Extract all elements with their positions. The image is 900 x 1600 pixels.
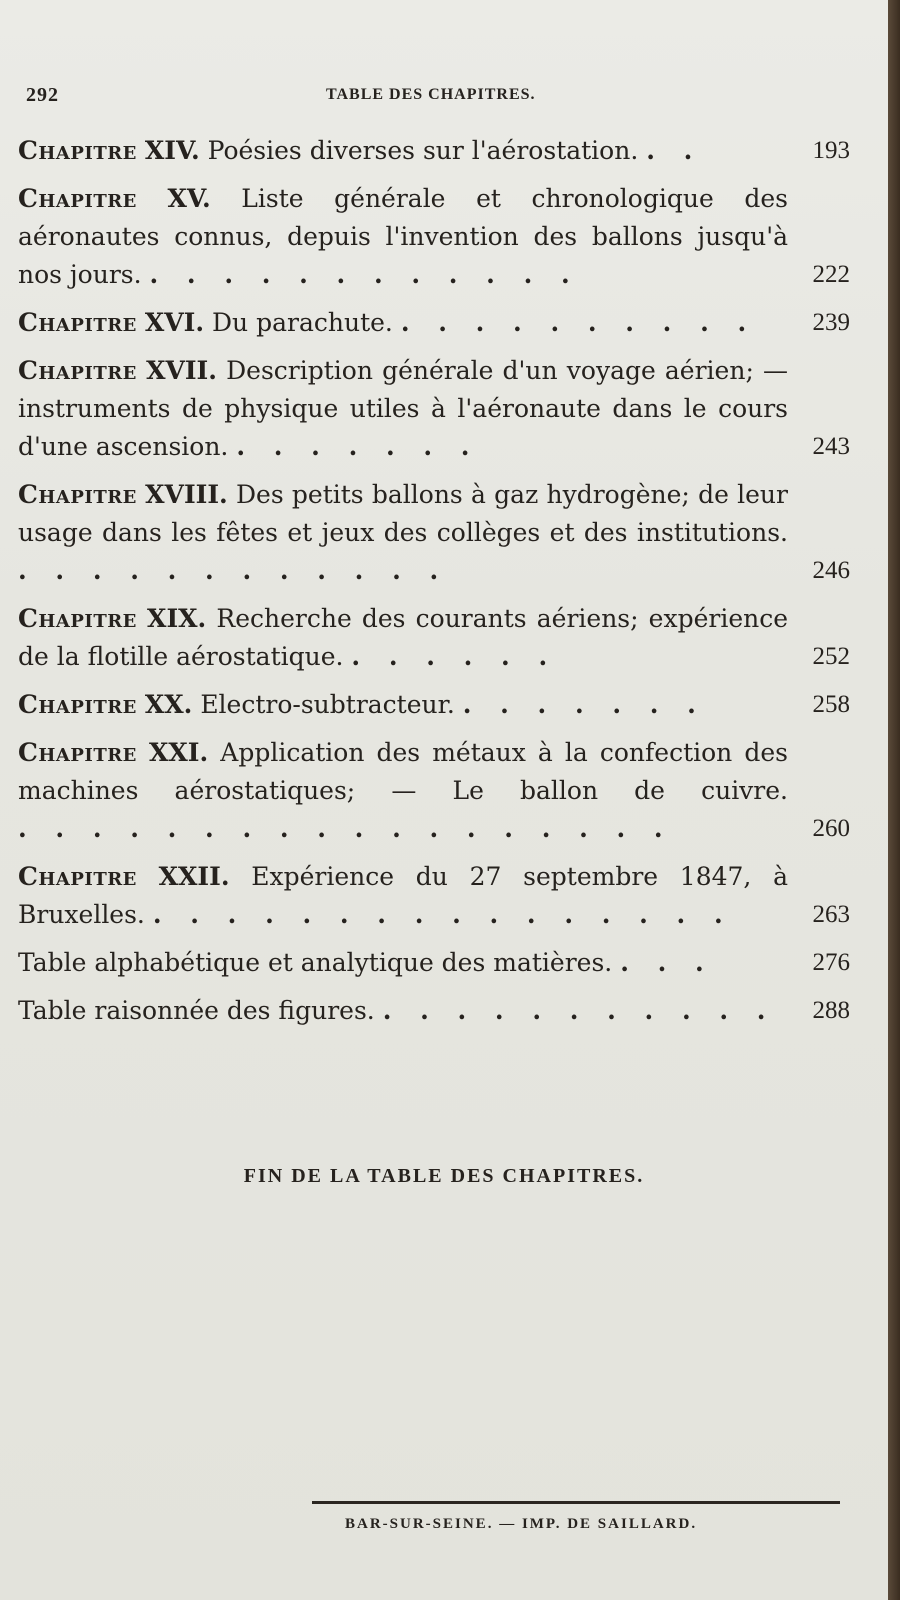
toc-entry-body bbox=[18, 686, 788, 724]
entry-title: Table raisonnée des figures. bbox=[18, 996, 375, 1025]
dot-leader: . . . . . . . . . . . . bbox=[149, 260, 580, 289]
toc-entry bbox=[18, 352, 850, 466]
entry-page-number: 258 bbox=[812, 691, 850, 718]
page-number: 292 bbox=[26, 84, 59, 106]
entry-label: Chapitre bbox=[18, 356, 137, 385]
toc-entry-body bbox=[18, 352, 788, 466]
toc-entry-body bbox=[18, 858, 788, 934]
dot-leader: . . . . . . . bbox=[236, 432, 480, 461]
printer-imprint: BAR-SUR-SEINE. — IMP. DE SAILLARD. bbox=[345, 1516, 698, 1532]
entry-page-number: 246 bbox=[812, 557, 850, 584]
dot-leader: . . . bbox=[620, 948, 714, 977]
closing-line: FIN DE LA TABLE DES CHAPITRES. bbox=[243, 1165, 645, 1187]
entry-page-number: 243 bbox=[812, 433, 850, 460]
toc-entry bbox=[18, 944, 850, 982]
toc-entry bbox=[18, 858, 850, 934]
entry-label: Chapitre bbox=[18, 136, 137, 165]
entry-number: XIX. bbox=[147, 604, 207, 633]
dot-leader: . . . . . . . bbox=[462, 690, 706, 719]
toc-entry bbox=[18, 686, 850, 724]
toc-entry-body bbox=[18, 734, 788, 848]
entry-title: Poésies diverses sur l'aérostation. bbox=[207, 136, 639, 165]
entry-page-number: 276 bbox=[812, 949, 850, 976]
entry-number: XVII. bbox=[146, 356, 217, 385]
dot-leader: . . . . . . . . . . . . bbox=[18, 556, 449, 585]
entry-number: XIV. bbox=[144, 136, 200, 165]
toc-entry bbox=[18, 600, 850, 676]
entry-label: Chapitre bbox=[18, 308, 137, 337]
toc-entry bbox=[18, 476, 850, 590]
imprint-rule bbox=[312, 1501, 840, 1504]
toc-entry-body bbox=[18, 132, 788, 170]
entry-number: XVI. bbox=[144, 308, 205, 337]
toc-entry bbox=[18, 180, 850, 294]
entry-label: Chapitre bbox=[18, 690, 137, 719]
entry-title: Application des métaux à la confection des machines aérostatiques; — Le ballon de cuivre. bbox=[18, 738, 788, 805]
entry-title: Liste générale et chronologique des aéronautes connus, depuis l'invention des ballons jusqu'à nos jours. bbox=[18, 184, 788, 289]
dot-leader: . . . . . . . . . . . bbox=[382, 996, 776, 1025]
toc-entry-body bbox=[18, 476, 788, 590]
toc-entry bbox=[18, 132, 850, 170]
entry-title: Expérience du 27 septembre 1847, à Bruxelles. bbox=[18, 862, 788, 929]
entry-title: Table alphabétique et analytique des matières. bbox=[18, 948, 613, 977]
toc-entry bbox=[18, 304, 850, 342]
entry-label: Chapitre bbox=[18, 738, 137, 767]
entry-label: Chapitre bbox=[18, 604, 137, 633]
toc-entry-body bbox=[18, 304, 788, 342]
entry-number: XV. bbox=[167, 184, 211, 213]
entry-page-number: 239 bbox=[812, 309, 850, 336]
toc-entry-body bbox=[18, 180, 788, 294]
toc-entry-body bbox=[18, 992, 788, 1030]
entry-title: Description générale d'un voyage aérien; — instruments de physique utiles à l'aéronaute dans le cours d'une ascension. bbox=[18, 356, 789, 461]
entry-page-number: 263 bbox=[812, 901, 850, 928]
toc-entry-body bbox=[18, 944, 788, 982]
entry-label: Chapitre bbox=[18, 184, 137, 213]
running-title: TABLE DES CHAPITRES. bbox=[326, 86, 536, 103]
entry-label: Chapitre bbox=[18, 480, 137, 509]
entry-number: XXI. bbox=[148, 738, 209, 767]
toc-entry bbox=[18, 992, 850, 1030]
entry-page-number: 260 bbox=[812, 815, 850, 842]
entry-title: Electro-subtracteur. bbox=[200, 690, 455, 719]
entry-page-number: 193 bbox=[812, 137, 850, 164]
entry-number: XVIII. bbox=[145, 480, 228, 509]
table-of-contents bbox=[18, 132, 850, 1040]
entry-number: XXII. bbox=[158, 862, 230, 891]
toc-entry bbox=[18, 734, 850, 848]
dot-leader: . . bbox=[646, 136, 703, 165]
entry-page-number: 288 bbox=[812, 997, 850, 1024]
dot-leader: . . . . . . . . . . bbox=[400, 308, 757, 337]
dot-leader: . . . . . . . . . . . . . . . . . . bbox=[18, 814, 673, 843]
entry-title: Du parachute. bbox=[212, 308, 393, 337]
entry-title: Des petits ballons à gaz hydrogène; de leur usage dans les fêtes et jeux des collèges et des institutions. bbox=[18, 480, 788, 547]
entry-page-number: 252 bbox=[812, 643, 850, 670]
entry-label: Chapitre bbox=[18, 862, 137, 891]
entry-number: XX. bbox=[144, 690, 193, 719]
entry-title: Recherche des courants aériens; expérience de la flotille aérostatique. bbox=[18, 604, 789, 671]
running-head bbox=[26, 84, 862, 108]
dot-leader: . . . . . . bbox=[351, 642, 558, 671]
entry-page-number: 222 bbox=[812, 261, 850, 288]
toc-entry-body bbox=[18, 600, 788, 676]
dot-leader: . . . . . . . . . . . . . . . . bbox=[152, 900, 733, 929]
book-edge bbox=[888, 0, 900, 1600]
